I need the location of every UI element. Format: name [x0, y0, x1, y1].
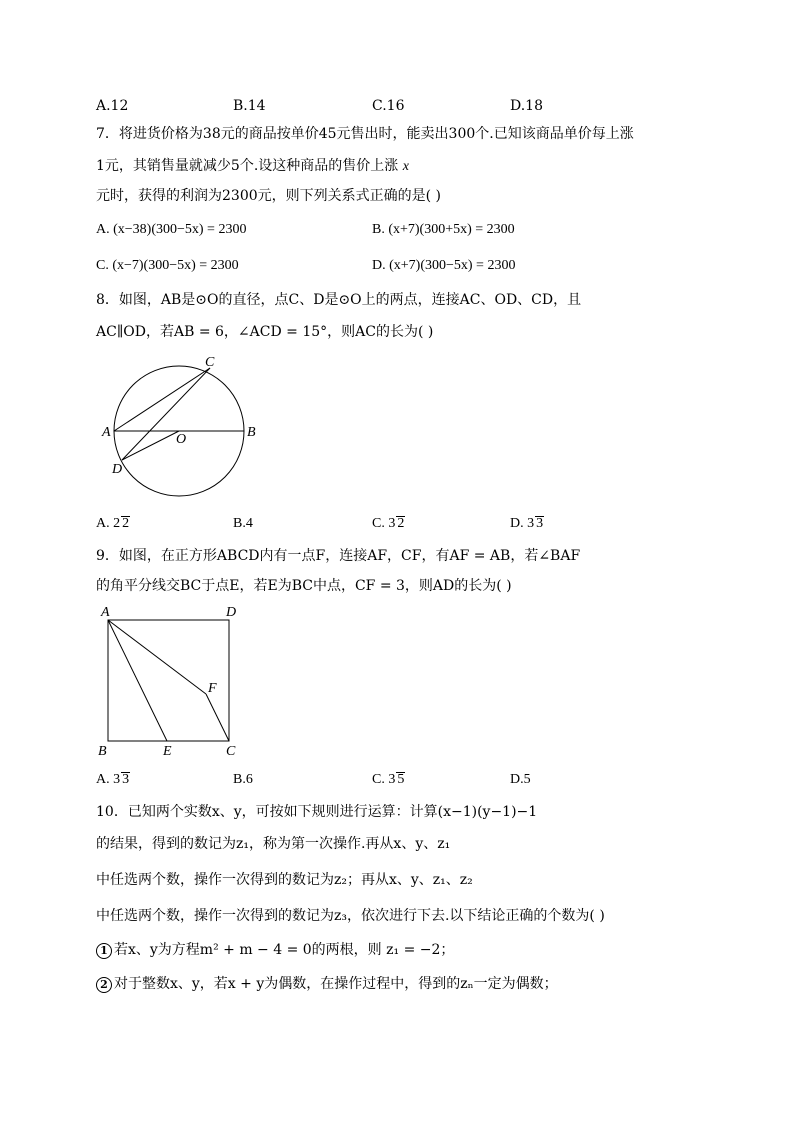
q9-stem-line2: 的角平分线交BC于点E，若E为BC中点，CF = 3，则AD的长为( ): [96, 578, 512, 594]
q7-option-b: B. (x+7)(300+5x) = 2300: [372, 222, 515, 237]
q10-statement-2: [96, 974, 558, 994]
q8-option-c: C. 3 2: [372, 516, 405, 531]
q9-option-c: C. 3 5: [372, 772, 405, 787]
circled-number-1: 1: [96, 943, 112, 959]
q9-option-d: D.5: [510, 772, 531, 787]
q7-variable-x: x: [402, 159, 409, 174]
segment-af: [108, 620, 206, 694]
label-e: E: [163, 744, 172, 759]
q8-circle-figure: [100, 352, 270, 502]
q10-stem-line3: 中任选两个数，操作一次得到的数记为z₂；再从x、y、z₁、z₂: [96, 872, 473, 888]
q10-statement-1: [96, 940, 454, 960]
label-c: C: [205, 355, 215, 370]
q7-option-d: D. (x+7)(300−5x) = 2300: [372, 258, 516, 273]
segment-od: [122, 431, 179, 460]
q10-statement-2-text: 对于整数x、y，若x + y为偶数，在操作过程中，得到的zₙ一定为偶数；: [114, 976, 558, 992]
q6-option-d: D.18: [510, 98, 543, 114]
chord-cd: [122, 368, 210, 460]
label-d: D: [226, 605, 237, 620]
q10-stem-line2: 的结果，得到的数记为z₁，称为第一次操作.再从x、y、z₁: [96, 836, 451, 852]
q6-option-a: A.12: [96, 98, 129, 114]
q8-stem-line1: 8．如图，AB是⊙O的直径，点C、D是⊙O上的两点，连接AC、OD、CD，且: [96, 292, 582, 308]
segment-ae: [108, 620, 167, 741]
q7-stem-line1: 7．将进货价格为38元的商品按单价45元售出时，能卖出300个.已知该商品单价每上涨: [96, 126, 634, 142]
q7-stem-line2-text: 1元，其销售量就减少5个.设这种商品的售价上涨: [96, 158, 399, 174]
q7-stem-line3: 元时，获得的利润为2300元，则下列关系式正确的是( ): [96, 188, 442, 204]
segment-fc: [206, 694, 229, 741]
q8-stem-line2: AC∥OD，若AB = 6，∠ACD = 15°，则AC的长为( ): [96, 324, 434, 340]
label-a: A: [101, 605, 110, 620]
label-b: B: [98, 744, 107, 759]
label-d: D: [112, 462, 123, 477]
q7-option-a: A. (x−38)(300−5x) = 2300: [96, 222, 247, 237]
circled-number-2: 2: [96, 977, 112, 993]
q10-stem-line4: 中任选两个数，操作一次得到的数记为z₃，依次进行下去.以下结论正确的个数为( ): [96, 908, 605, 924]
q9-option-b: B.6: [233, 772, 253, 787]
q9-option-a: A. 3 3: [96, 772, 130, 787]
q7-option-c: C. (x−7)(300−5x) = 2300: [96, 258, 239, 273]
label-o: O: [176, 432, 187, 447]
q7-stem-line2: [96, 156, 409, 177]
q8-option-a: A. 2 2: [96, 516, 130, 531]
q6-option-b: B.14: [233, 98, 266, 114]
label-f: F: [208, 681, 217, 696]
q9-square-figure: [94, 602, 254, 762]
label-c: C: [226, 744, 236, 759]
q9-stem-line1: 9．如图，在正方形ABCD内有一点F，连接AF，CF，有AF = AB，若∠BAF: [96, 548, 581, 564]
q10-stem-line1: 10．已知两个实数x、y，可按如下规则进行运算：计算(x−1)(y−1)−1: [96, 804, 538, 820]
q8-option-b: B.4: [233, 516, 253, 531]
q8-option-d: D. 3 3: [510, 516, 544, 531]
label-a: A: [102, 425, 111, 440]
label-b: B: [247, 425, 256, 440]
q6-option-c: C.16: [372, 98, 405, 114]
chord-ac: [114, 368, 210, 431]
q10-statement-1-text: 若x、y为方程m² + m − 4 = 0的两根，则 z₁ = −2；: [114, 942, 455, 958]
